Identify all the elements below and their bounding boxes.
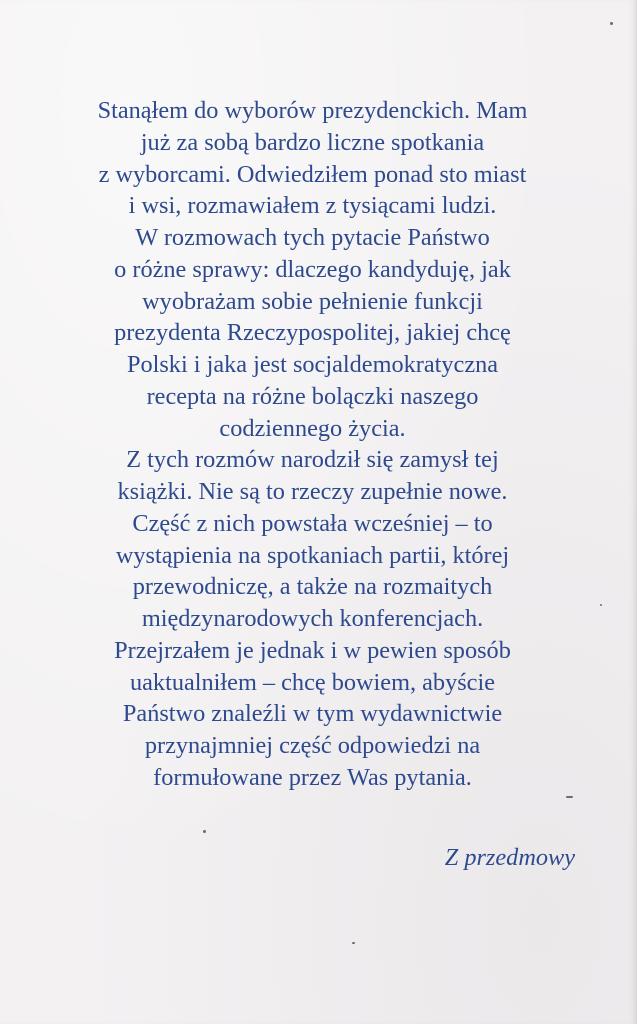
blurb-line: Z tych rozmów narodził się zamysł tej bbox=[126, 446, 499, 474]
paper-speck bbox=[566, 796, 573, 798]
blurb-line: Przejrzałem je jednak i w pewien sposób bbox=[114, 636, 511, 664]
blurb-line: międzynarodowych konferencjach. bbox=[141, 605, 484, 632]
blurb-line: już za sobą bardzo liczne spotkania bbox=[140, 128, 485, 156]
blurb-line: Polski i jaka jest socjaldemokratyczna bbox=[126, 351, 499, 378]
blurb-line: formułowane przez Was pytania. bbox=[153, 763, 472, 791]
blurb-line: wystąpienia na spotkaniach partii, której bbox=[115, 541, 510, 569]
blurb-line: codziennego życia. bbox=[219, 414, 406, 442]
blurb-line: o różne sprawy: dlaczego kandyduję, jak bbox=[114, 255, 511, 283]
source-attribution: Z przedmowy bbox=[444, 844, 575, 871]
blurb-text bbox=[20, 95, 605, 794]
paper-speck bbox=[352, 942, 355, 944]
blurb-line: przynajmniej część odpowiedzi na bbox=[144, 732, 481, 759]
blurb-line: prezydenta Rzeczypospolitej, jakiej chcę bbox=[114, 319, 511, 347]
blurb-line: wyobrażam sobie pełnienie funkcji bbox=[142, 287, 483, 315]
paper-speck bbox=[203, 830, 206, 833]
blurb-line: Stanąłem do wyborów prezydenckich. Mam bbox=[97, 97, 528, 124]
paper-speck bbox=[610, 22, 613, 25]
paper-speck bbox=[600, 604, 602, 606]
blurb-line: Część z nich powstała wcześniej – to bbox=[132, 509, 493, 537]
blurb-line: Państwo znaleźli w tym wydawnictwie bbox=[122, 700, 503, 728]
blurb-line: recepta na różne bolączki naszego bbox=[146, 382, 479, 410]
blurb-line: i wsi, rozmawiałem z tysiącami ludzi. bbox=[128, 192, 497, 220]
blurb-line: W rozmowach tych pytacie Państwo bbox=[135, 224, 490, 251]
blurb-line: przewodniczę, a także na rozmaitych bbox=[132, 573, 493, 601]
blurb-line: uaktualniłem – chcę bowiem, abyście bbox=[130, 668, 495, 696]
blurb-line: z wyborcami. Odwiedziłem ponad sto miast bbox=[98, 160, 527, 188]
blurb-line: książki. Nie są to rzeczy zupełnie nowe. bbox=[117, 478, 508, 505]
